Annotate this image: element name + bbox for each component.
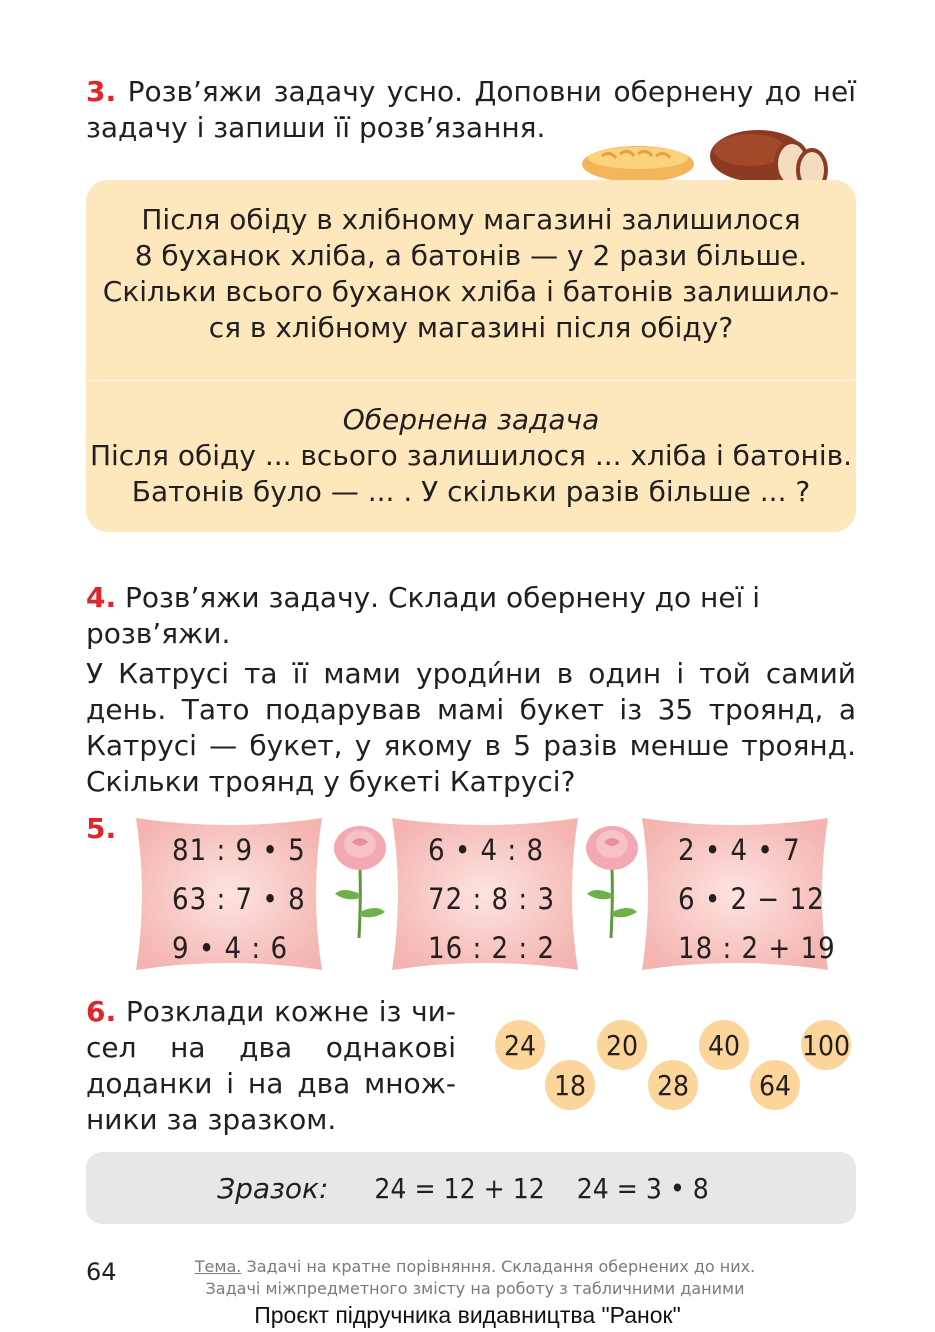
task-6-number: 6. [86, 995, 117, 1028]
theme-label: Тема. [194, 1257, 242, 1276]
task-6-line: доданки і на два множ- [86, 1067, 456, 1100]
sample-equation-product: 24 = 3 • 8 [576, 1171, 709, 1205]
inverse-problem [86, 402, 856, 510]
task-6-line: Розклади кожне із чи- [125, 995, 456, 1028]
problem-line: 8 буханок хліба, а батонів — у 2 рази більше. [134, 239, 808, 272]
task-3-problem-text [86, 202, 856, 346]
theme-line1: Задачі на кратне порівняння. Складання обернених до них. [246, 1257, 756, 1276]
task-4-instruction: Розв’яжи задачу. Склади обернену до неї і розв’яжи. [86, 581, 761, 650]
task-4-number: 4. [86, 581, 117, 614]
rose-icon [325, 820, 395, 940]
expression: 2 • 4 • 7 [678, 833, 801, 867]
expression-list [172, 826, 306, 973]
task-5-number: 5. [86, 812, 117, 845]
problem-line: Скільки всього буханок хліба і батонів залишило- [102, 275, 840, 308]
page-number: 64 [86, 1258, 117, 1286]
task-3-instruction-line2: задачу і запиши її розв’язання. [86, 111, 546, 144]
task-6 [86, 994, 456, 1138]
task-3-instruction-line1: Розв’яжи задачу усно. Доповни обернену до неї [127, 75, 856, 108]
expression-card-2 [388, 814, 582, 974]
expression: 81 : 9 • 5 [172, 833, 306, 867]
sample-box [86, 1152, 856, 1224]
task-4-heading [86, 580, 856, 652]
sample-equation-sum: 24 = 12 + 12 [374, 1171, 545, 1205]
inverse-problem-line: Батонів було — ... . У скільки разів більше ... ? [131, 475, 811, 508]
expression: 72 : 8 : 3 [428, 882, 556, 916]
number-bubble: 20 [597, 1020, 647, 1070]
sample-label: Зразок: [217, 1171, 329, 1205]
expression-list [678, 826, 836, 973]
number-bubble: 64 [750, 1060, 800, 1110]
expression: 63 : 7 • 8 [172, 882, 306, 916]
footer-theme [150, 1256, 800, 1300]
number-bubble: 28 [648, 1060, 698, 1110]
expression: 6 • 2 − 12 [678, 882, 825, 916]
panel-divider [86, 380, 856, 381]
task-4 [86, 580, 856, 800]
task-6-line: сел на два однакові [86, 1031, 456, 1064]
expression-card-3 [638, 814, 836, 974]
theme-line2: Задачі міжпредметного змісту на роботу з табличними даними [205, 1279, 745, 1298]
expression: 6 • 4 : 8 [428, 833, 545, 867]
rose-icon [577, 820, 647, 940]
task-3-number: 3. [86, 75, 117, 108]
number-bubble: 18 [545, 1060, 595, 1110]
problem-line: Після обіду в хлібному магазині залишилося [141, 203, 801, 236]
task-3-problem-panel [86, 180, 856, 532]
expression-list [428, 826, 555, 973]
inverse-problem-title: Обернена задача [342, 403, 600, 436]
expression: 18 : 2 + 19 [678, 931, 836, 965]
task-4-problem-text: У Катрусі та її мами уроди́ни в один і той самий день. Тато подарував мамі букет із 35 троянд, а Катрусі — букет, у якому в 5 разів менше троянд. Скільки троянд у букеті Катрусі? [86, 657, 856, 798]
expression-card-1 [132, 814, 326, 974]
publisher-project-note: Проєкт підручника видавництва "Ранок" [254, 1302, 681, 1328]
inverse-problem-line: Після обіду ... всього залишилося ... хліба і батонів. [89, 439, 853, 472]
number-bubble: 24 [495, 1020, 545, 1070]
expression: 9 • 4 : 6 [172, 931, 289, 965]
number-bubble: 40 [699, 1020, 749, 1070]
task-6-line: ники за зразком. [86, 1103, 337, 1136]
number-bubble: 100 [801, 1020, 851, 1070]
problem-line: ся в хлібному магазині після обіду? [208, 311, 734, 344]
expression: 16 : 2 : 2 [428, 931, 556, 965]
